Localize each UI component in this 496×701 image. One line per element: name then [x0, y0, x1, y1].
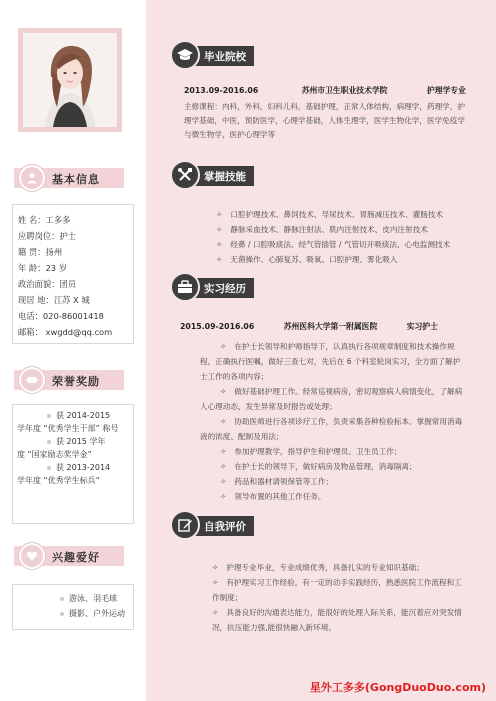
hobby-item: 摄影、户外运动 [60, 608, 125, 619]
tools-icon [170, 160, 200, 190]
basic-info-header [14, 168, 124, 188]
self-eval-item: ✧ 有护理实习工作经验，有一定的动手实践经历，熟悉医院工作流程和工作制度； [212, 578, 462, 602]
experience-list [200, 339, 464, 504]
self-eval-item: ✧ 护理专业毕业，专业成绩优秀，具备扎实的专业知识基础； [212, 563, 424, 572]
hobby-item: 游泳、羽毛球 [60, 593, 117, 604]
experience-title: 实习经历 [192, 278, 254, 298]
info-political: 政治面貌：团员 [18, 279, 77, 289]
info-age: 年 龄：23 岁 [18, 263, 68, 273]
info-email: 邮箱： xwgdd@qq.com [18, 327, 113, 337]
experience-role: 实习护士 [406, 322, 438, 331]
skills-title: 掌握技能 [192, 166, 254, 186]
experience-row [180, 321, 438, 332]
graduation-cap-icon [170, 40, 200, 70]
education-school: 苏州市卫生职业技术学院 [301, 86, 388, 95]
education-courses: 主修课程：内科，外科，妇科儿科，基础护理，正常人体结构，病理学，药理学，护理学基础，中医，预防医学，心理学基础，人体生理学，医学生物化学，医学免疫学与微生物学，医护心理学等 [184, 102, 465, 139]
skill-item: ✧ 静脉采血技术、静脉注射法、肌内注射技术、皮内注射技术 [216, 225, 428, 234]
education-major: 护理学专业 [426, 86, 466, 95]
experience-item: ✧ 领导布置的其他工作任务。 [220, 492, 326, 501]
experience-item: ✧ 做好基础护理工作。经常巡视病房，密切观察病人病情变化，了解病人心理动态，发生异常及时报告或处理； [200, 387, 463, 411]
education-title: 毕业院校 [192, 46, 254, 66]
hobbies-title: 兴趣爱好 [52, 551, 100, 564]
honor-item: 获 2014-2015 学年度 “优秀学生干部” 称号 [17, 411, 119, 433]
left-column [0, 0, 140, 701]
skill-item: ✧ 无菌操作、心肺复苏、吸氧、口腔护理、雾化吸入 [216, 255, 398, 264]
watermark-text: 星外工多多(GongDuoDuo.com) [309, 681, 486, 694]
honors-box [12, 404, 134, 524]
self-eval-item: ✧ 具备良好的沟通表达能力，能很好的处理人际关系，能沉着应对突发情况，抗压能力强,能很快融入新环境。 [212, 608, 462, 632]
info-phone: 电话：020-86001418 [18, 311, 104, 321]
profile-photo-frame [18, 28, 122, 132]
skill-item: ✧ 口腔护理技术、鼻饲技术、导尿技术、胃肠减压技术、灌肠技术 [216, 210, 443, 219]
person-icon [21, 167, 43, 189]
experience-hospital: 苏州医科大学第一附属医院 [283, 322, 378, 331]
info-position: 应聘岗位：护士 [18, 231, 77, 241]
experience-item: ✧ 在护士长的领导下，做好病房及物品管理，消毒隔离； [220, 462, 417, 471]
skill-item: ✧ 经鼻 / 口腔吸痰法、经气管插管 / 气管切开吸痰法、心电监测技术 [216, 240, 451, 249]
experience-item: ✧ 协助医师进行各项诊疗工作，负责采集各种检验标本。掌握常用消毒液的浓度、配制及用法； [200, 417, 463, 441]
education-row [184, 85, 466, 96]
self-eval-title: 自我评价 [192, 516, 254, 536]
experience-period: 2015.09-2016.06 [180, 322, 255, 331]
profile-photo [23, 33, 117, 127]
pencil-icon [170, 510, 200, 540]
experience-item: ✧ 药品和器材请领保管等工作； [220, 477, 334, 486]
briefcase-icon [170, 272, 200, 302]
honor-item: 获 2015 学年 度 “国家励志奖学金” [17, 437, 106, 459]
right-column [146, 0, 496, 701]
heart-icon [21, 545, 43, 567]
person-photo-illustration [23, 33, 117, 127]
scroll-icon [21, 369, 43, 391]
hobbies-box [12, 584, 134, 630]
honor-item: 获 2013-2014 学年度 “优秀学生标兵” [17, 463, 111, 485]
education-period: 2013.09-2016.06 [184, 86, 259, 95]
experience-item: ✧ 参加护理教学，指导护生和护理员、卫生员工作； [220, 447, 402, 456]
info-name: 姓 名：工多多 [18, 215, 71, 225]
basic-info-title: 基本信息 [52, 173, 100, 186]
info-hometown: 籍 贯：扬州 [18, 247, 63, 257]
honors-title: 荣誉奖励 [52, 375, 100, 388]
hobbies-header [14, 546, 124, 566]
experience-item: ✧ 在护士长领导和护师指导下，认真执行各项规章制度和技术操作规程，正确执行医嘱，做好三查七对，先后在 6 个科室轮岗实习，全方面了解护士工作的各项内容； [200, 342, 461, 381]
self-eval-list [212, 560, 464, 635]
info-residence: 现居 地：江苏 X 城 [18, 295, 90, 305]
honors-header [14, 370, 124, 390]
